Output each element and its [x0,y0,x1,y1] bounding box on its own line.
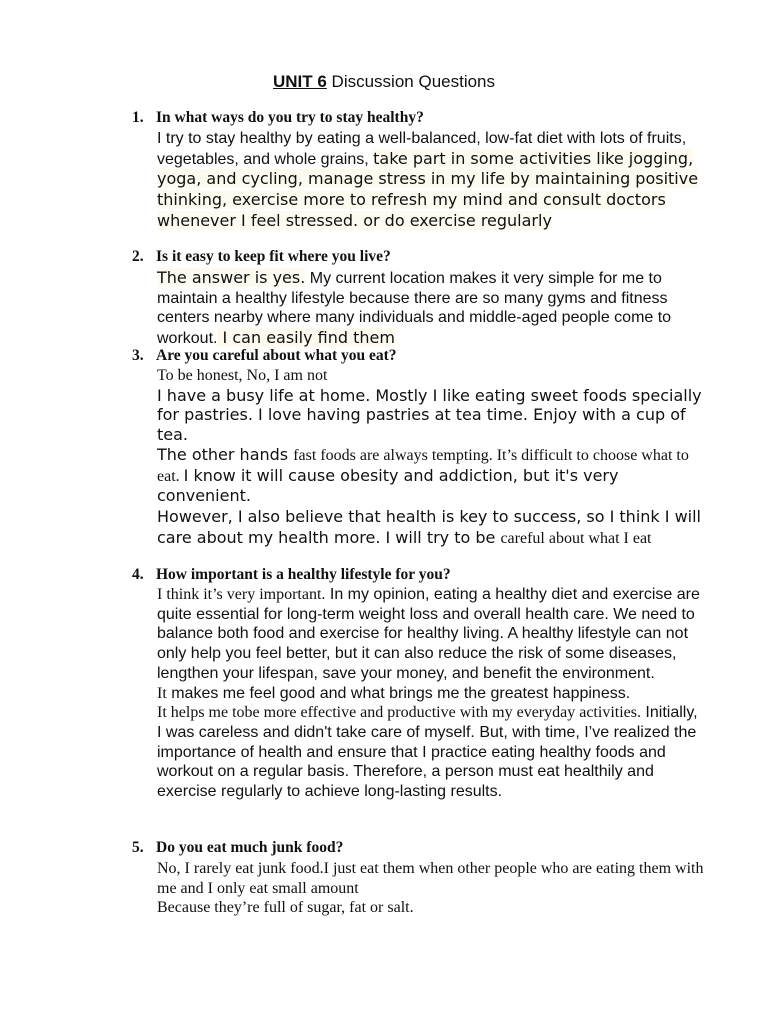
answer-text: However, I also believe that health is key to success, so I think I will care about my health more. I will try to be [157,506,701,547]
question-text: Is it easy to keep fit where you live? [156,248,391,265]
answer-text: It helps me tobe more effective and productive with my everyday activities. [157,704,641,722]
answer-3 [157,366,705,548]
answer-text: It [157,684,167,702]
question-4 [132,566,702,584]
answer-text: In my opinion, eating a healthy diet and exercise are quite essential for long-term weight loss and overall health care. We need to balance both food and exercise for healthy living. A healthy lifestyle can not only help you feel better, but it can also reduce the risk of some diseases, lengthen your lifespan, save your money, and benefit the environment. [157,586,700,682]
question-number: 5. [132,839,144,856]
answer-text: I can easily find them [217,328,395,348]
question-text: Are you careful about what you eat? [156,347,397,364]
answer-text: Because they’re full of sugar, fat or salt. [157,899,414,917]
question-number: 4. [132,566,144,583]
answer-1 [157,129,705,232]
question-text: Do you eat much junk food? [156,839,344,856]
answer-5 [157,859,705,918]
answer-text: To be honest, No, I am not [157,367,328,384]
answer-text: I try to stay healthy by eating a well-balanced, low-fat diet with lots of fruits, vegetables, and whole grains, [157,130,687,168]
answer-2 [157,268,705,349]
question-1 [132,109,702,127]
answer-text: fast foods are always tempting. It’s difficult to choose what to eat. [157,446,689,485]
question-text: In what ways do you try to stay healthy? [156,109,424,126]
question-number: 1. [132,109,144,126]
question-5 [132,839,702,857]
answer-text: I know it will cause obesity and addiction, but it's very convenient. [157,465,619,506]
title-unit: UNIT 6 [272,72,327,91]
answer-text: The answer is yes. [157,268,306,287]
answer-text: take part in some activities like jogging, yoga, and cycling, manage stress in my life by maintaining positive thinking, exercise more to refresh my mind and consult doctors whenever I feel stressed. or do exercise regularly [157,148,699,230]
question-text: How important is a healthy lifestyle for you? [156,566,451,583]
answer-text: The other hands [157,444,294,464]
answer-text: No, I rarely eat junk food.I just eat them when other people who are eating them with me and I only eat small amount [157,860,704,897]
document-title [0,72,768,92]
question-3 [132,347,702,365]
answer-text: careful about what I eat [500,529,652,547]
answer-4 [157,585,705,802]
answer-text: Initially, I was careless and didn't take care of myself. But, with time, I’ve realized the importance of health and ensure that I practice eating healthy foods and workout on a regular basis. Therefore, a person must eat healthily and exercise regularly to achieve long-lasting results. [157,704,698,801]
question-2 [132,248,702,266]
question-number: 3. [132,347,144,364]
title-rest: Discussion Questions [326,72,496,91]
answer-text: My current location makes it very simple for me to maintain a healthy lifestyle because there are so many gyms and fitness centers nearby where many individuals and middle-aged people come to workout. [157,270,672,348]
question-number: 2. [132,248,144,265]
answer-text: I have a busy life at home. Mostly I like eating sweet foods specially for pastries. I love having pastries at tea time. Enjoy with a cup of tea. [157,385,702,445]
answer-text: I think it’s very important. [157,586,326,603]
answer-text: makes me feel good and what brings me the greatest happiness. [166,684,631,702]
